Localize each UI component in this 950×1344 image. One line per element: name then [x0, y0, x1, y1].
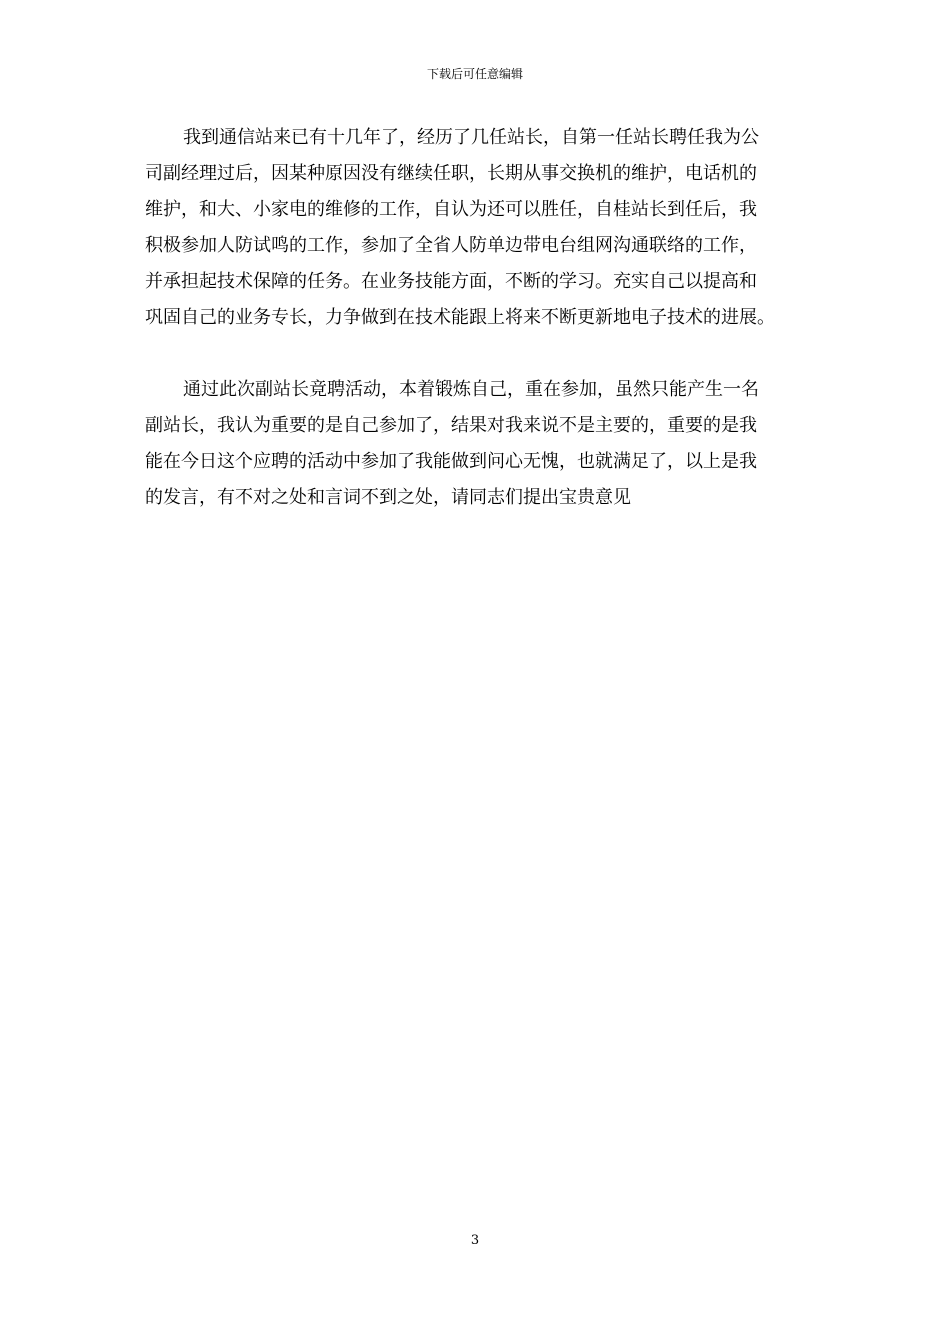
document-body: [145, 120, 809, 516]
paragraph: [145, 372, 809, 516]
page-header: 下载后可任意编辑: [426, 67, 523, 81]
paragraph-line: 的发言，有不对之处和言词不到之处，请同志们提出宝贵意见: [145, 487, 631, 508]
paragraph-line: 我到通信站来已有十几年了，经历了几任站长，自第一任站长聘任我为公: [183, 127, 759, 148]
paragraph-line: 通过此次副站长竟聘活动，本着锻炼自己，重在参加，虽然只能产生一名: [183, 379, 759, 400]
paragraph-line: 司副经理过后，因某种原因没有继续任职，长期从事交换机的维护，电话机的: [145, 163, 757, 184]
paragraph-line: 维护，和大、小家电的维修的工作，自认为还可以胜任，自桂站长到任后，我: [145, 199, 757, 220]
paragraph-line: 副站长，我认为重要的是自己参加了，结果对我来说不是主要的，重要的是我: [145, 415, 757, 436]
page-number: 3: [470, 1233, 480, 1248]
paragraph: [145, 120, 809, 336]
paragraph-line: 并承担起技术保障的任务。在业务技能方面，不断的学习。充实自己以提高和: [145, 271, 757, 292]
paragraph-line: 能在今日这个应聘的活动中参加了我能做到问心无愧，也就满足了，以上是我: [145, 451, 757, 472]
paragraph-line: 巩固自己的业务专长，力争做到在技术能跟上将来不断更新地电子技术的进展。: [145, 307, 775, 328]
paragraph-spacer: [145, 336, 809, 372]
paragraph-line: 积极参加人防试鸣的工作，参加了全省人防单边带电台组网沟通联络的工作，: [145, 235, 757, 256]
